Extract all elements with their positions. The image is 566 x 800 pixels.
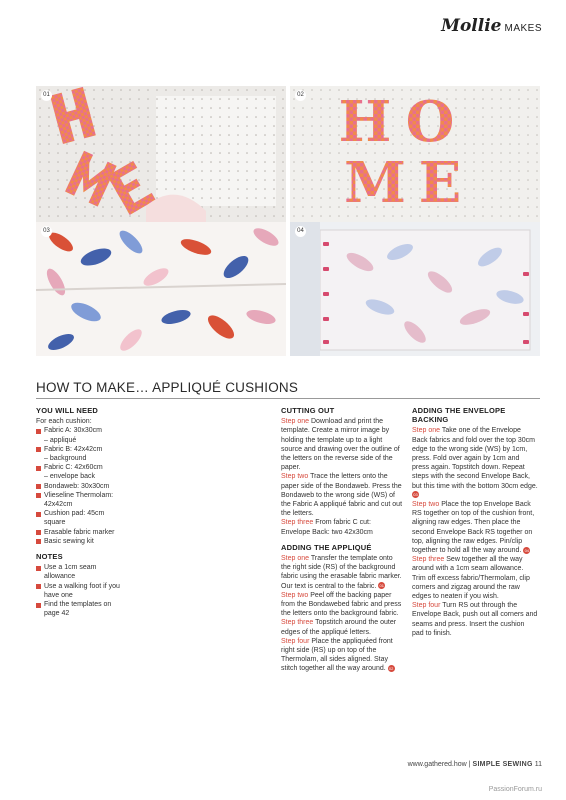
photo-03-illustration (36, 222, 286, 356)
photo-ref-marker: 04 (524, 547, 530, 553)
photo-step-04 (290, 222, 540, 356)
photo-number: 03 (41, 226, 52, 237)
step-paragraph (412, 500, 538, 555)
notes-list (36, 563, 151, 618)
photo-number: 02 (295, 90, 306, 101)
step-label: Step four (281, 637, 310, 645)
you-will-need-intro: For each cushion: (36, 418, 92, 426)
photo-number: 01 (41, 90, 52, 101)
envelope-heading-line: BACKING (412, 415, 449, 425)
photo-step-01 (36, 86, 286, 224)
list-item-continued: – appliqué (44, 436, 77, 444)
list-item-continued: square (44, 519, 66, 527)
photo-04-illustration (290, 222, 540, 356)
step-text: Turn RS out through the Envelope Back, push out all corners and seams and press. Insert the cushion pad to finish. (412, 602, 538, 637)
step-label: Step one (281, 555, 310, 563)
step-extra: Envelope Back: two 42x30cm (281, 528, 373, 536)
step-text: Sew together all the way around with a 1cm seam allowance. Trim off excess fabric/Thermolam, clip corners and zigzag around the raw edges to neaten if you wish. (412, 556, 530, 601)
list-item: Fabric A: 30x30cm (36, 426, 151, 435)
envelope-steps (412, 426, 538, 638)
step-label: Step three (281, 519, 314, 527)
brand-script: Mollie (441, 16, 502, 36)
step-paragraph (281, 637, 404, 674)
photo-number: 04 (295, 226, 306, 237)
footer-url: www.gathered.how (407, 761, 467, 768)
home-letter-o: O (405, 89, 455, 155)
step-text: From fabric C cut: (315, 519, 371, 527)
column-materials (36, 406, 151, 618)
list-item: Use a walking foot if you (36, 582, 151, 591)
footer-magazine: SIMPLE SEWING (472, 761, 533, 768)
list-item: Fabric B: 42x42cm (36, 445, 151, 454)
step-label: Step two (412, 501, 440, 509)
you-will-need-list (36, 426, 151, 546)
home-letter-m: M (344, 150, 406, 216)
step-label: Step three (281, 619, 314, 627)
step-text: Take one of the Envelope Back fabrics and fold over the top 30cm edge to the wrong side (WS) by 1cm, press. Fold over again by 1cm and press again. Topstitch down. Repeat steps with the second Envelope Back, but this time with the bottom 30cm edge. (412, 427, 538, 490)
photo-01-illustration (36, 86, 286, 224)
photo-02-illustration (290, 86, 540, 224)
step-text: Peel off the backing paper from the Bondawebed fabric and press the letters onto the background fabric. (281, 591, 402, 618)
step-label: Step two (281, 473, 309, 481)
step-text: Trace the letters onto the paper side of the Bondaweb. Press the Bondaweb to the wrong side (WS) of the Fabric A appliqué fabric and cut out the letters. (281, 473, 403, 518)
page-footer (408, 761, 542, 768)
list-item: Bondaweb: 30x30cm (36, 482, 151, 491)
step-label: Step three (412, 556, 445, 564)
step-paragraph (281, 591, 404, 619)
step-paragraph (281, 518, 404, 527)
list-item: Cushion pad: 45cm (36, 509, 151, 518)
step-text: Place the appliquéed front right side (RS) up on top of the Thermolam, all sides aligned. Stay stitch together all the way around. (281, 637, 393, 673)
you-will-need-heading: YOU WILL NEED (36, 406, 99, 415)
step-text: Download and print the template. Create a mirror image by holding the template up to a light source and drawing over the outline of the letters on the reverse side of the paper. (281, 418, 400, 472)
step-paragraph (281, 618, 404, 636)
photo-step-02 (290, 86, 540, 224)
home-letter-e: E (418, 150, 462, 216)
step-label: Step one (412, 427, 441, 435)
column-envelope (412, 406, 538, 638)
step-text: Topstitch around the outer edges of the appliqué letters. (281, 619, 397, 636)
page-number: 11 (534, 761, 542, 768)
notes-heading: NOTES (36, 552, 63, 562)
home-letter-h: H (338, 89, 392, 155)
adding-applique-steps (281, 554, 404, 674)
list-item-continued: – background (44, 455, 87, 463)
list-item: Basic sewing kit (36, 537, 151, 546)
step-paragraph (412, 555, 538, 601)
list-item-continued: have one (44, 591, 73, 599)
watermark: PassionForum.ru (488, 786, 542, 793)
photo-ref-marker: 01 (379, 583, 384, 589)
list-item: Use a 1cm seam (36, 563, 151, 572)
step-label: Step two (281, 591, 309, 599)
list-item-continued: – envelope back (44, 473, 95, 481)
step-paragraph (281, 472, 404, 518)
list-item-continued: allowance (44, 573, 76, 581)
step-paragraph (412, 426, 538, 500)
title-divider (36, 398, 540, 399)
brand-logo (441, 16, 542, 36)
photo-ref-marker: 03 (413, 492, 418, 498)
brand-makes: MAKES (504, 23, 542, 34)
list-item: Vlieseline Thermolam: (36, 491, 151, 500)
list-item: Erasable fabric marker (36, 528, 151, 537)
photo-step-03 (36, 222, 286, 356)
envelope-heading (412, 406, 538, 424)
envelope-heading-line: ADDING THE ENVELOPE (412, 406, 506, 415)
adding-applique-heading: ADDING THE APPLIQUÉ (281, 542, 372, 552)
photo-ref-marker: 02 (388, 666, 394, 672)
section-title: HOW TO MAKE… APPLIQUÉ CUSHIONS (36, 380, 299, 395)
step-label: Step four (412, 602, 441, 610)
step-paragraph (281, 554, 404, 591)
cutting-out-heading: CUTTING OUT (281, 406, 335, 415)
footer-separator: | (468, 761, 471, 768)
step-paragraph (281, 417, 404, 472)
list-item-continued: page 42 (44, 610, 70, 618)
column-cutting-applique (281, 406, 404, 674)
step-paragraph (412, 601, 538, 638)
cutting-out-steps (281, 417, 404, 537)
list-item-continued: 42x42cm (44, 501, 73, 509)
step-text: Transfer the template onto the right side (RS) of the background fabric using the erasable fabric marker. Our text is central to the fabric. (281, 555, 402, 590)
step-text: Place the top Envelope Back RS together on top of the cushion front, aligning raw edges. Then place the second Envelope Back RS together on top, aligning the raw edges. Pin/clip together to hold all the way around. (412, 501, 535, 555)
step-label: Step one (281, 418, 310, 426)
list-item: Find the templates on (36, 600, 151, 609)
list-item: Fabric C: 42x60cm (36, 463, 151, 472)
